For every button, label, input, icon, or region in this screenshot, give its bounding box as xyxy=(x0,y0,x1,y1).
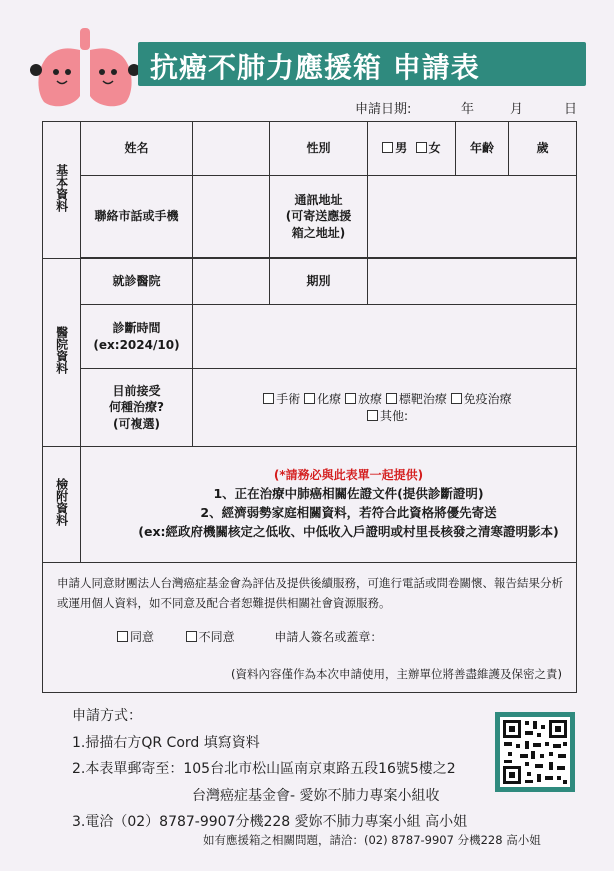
treatment-checkbox-immuno[interactable] xyxy=(451,393,462,404)
attachment-1: 1、正在治療中肺癌相關佐證文件(提供診斷證明) xyxy=(213,485,484,501)
consent-block xyxy=(43,563,577,693)
attachment-3: (ex:經政府機關核定之低收、中低收入戶證明或村里長核發之清寒證明影本) xyxy=(138,524,559,540)
gender-options xyxy=(368,122,456,176)
treatment-checkbox-surgery[interactable] xyxy=(263,393,274,404)
female-label: 女 xyxy=(428,141,441,156)
address-field[interactable] xyxy=(368,176,577,258)
date-year: 年 xyxy=(461,102,475,117)
apply-method-1: 1.掃描右方QR Cord 填寫資料 xyxy=(72,734,260,751)
consent-text: 申請人同意財團法人台灣癌症基金會為評估及提供後續服務，可進行電話或問卷關懷、報告結果分析或運用個人資料，如不同意及配合者恕難提供相關社會資源服務。 xyxy=(57,576,563,610)
apply-method-2-recipient: 台灣癌症基金會- 愛妳不肺力專案小組收 xyxy=(192,787,440,804)
hospital-label: 就診醫院 xyxy=(81,259,193,305)
name-label: 姓名 xyxy=(81,122,193,176)
left-lung xyxy=(38,48,80,106)
phone-field[interactable] xyxy=(193,176,270,258)
disagree-checkbox[interactable] xyxy=(186,631,197,642)
date-day: 日 xyxy=(564,102,578,117)
apply-method-2: 2.本表單郵寄至：105台北市松山區南京東路五段16號5樓之2 xyxy=(72,761,456,778)
signature-label: 申請人簽名或蓋章： xyxy=(274,630,383,645)
date-label: 申請日期: xyxy=(355,102,412,117)
section-basic: 基本資料 xyxy=(43,122,81,259)
treatment-radio: 放療 xyxy=(357,392,382,407)
age-label: 年齡 xyxy=(456,122,509,176)
name-field[interactable] xyxy=(193,122,270,176)
treatment-chemo: 化療 xyxy=(317,392,342,407)
section-attach: 檢附資料 xyxy=(43,447,81,563)
apply-method-3: 3.電洽（02）8787-9907分機228 愛妳不肺力專案小組 高小姐 xyxy=(72,814,468,831)
form-title: 抗癌不肺力應援箱 申請表 xyxy=(150,51,480,84)
apply-heading: 申請方式： xyxy=(72,708,142,724)
treatment-targeted: 標靶治療 xyxy=(398,392,447,407)
application-form xyxy=(42,121,577,693)
qr-code[interactable] xyxy=(500,717,570,787)
treatment-other: 其他: xyxy=(379,408,409,423)
stage-label: 期別 xyxy=(270,259,368,305)
stage-field[interactable] xyxy=(368,259,577,305)
attachment-note: (*請務必與此表單一起提供) xyxy=(273,468,424,483)
trachea xyxy=(80,28,90,50)
attachment-2: 2、經濟弱勢家庭相關資料，若符合此資格將優先寄送 xyxy=(200,504,497,520)
disagree-label: 不同意 xyxy=(198,630,235,645)
treatment-options xyxy=(193,369,577,447)
phone-label: 聯絡市話或手機 xyxy=(81,176,193,258)
treatment-checkbox-other[interactable] xyxy=(367,410,378,421)
treatment-surgery: 手術 xyxy=(276,392,301,407)
date-month: 月 xyxy=(510,102,524,117)
hospital-field[interactable] xyxy=(193,259,270,305)
address-label: 通訊地址 (可寄送應援 箱之地址) xyxy=(270,176,368,258)
lung-mascot-logo xyxy=(30,26,140,108)
diagnosis-label: 診斷時間 (ex:2024/10) xyxy=(81,305,193,369)
age-unit[interactable]: 歲 xyxy=(509,122,577,176)
apply-methods xyxy=(72,703,467,836)
section-hospital: 醫院資料 xyxy=(43,259,81,447)
male-checkbox[interactable] xyxy=(382,142,393,153)
gender-label: 性別 xyxy=(270,122,368,176)
agree-checkbox[interactable] xyxy=(117,631,128,642)
treatment-checkbox-radio[interactable] xyxy=(345,393,356,404)
treatment-immuno: 免疫治療 xyxy=(463,392,512,407)
privacy-note: (資料內容僅作為本次申請使用，主辦單位將善盡維護及保密之責) xyxy=(231,667,562,682)
male-label: 男 xyxy=(395,141,408,156)
treatment-label: 目前接受 何種治療? (可複選) xyxy=(81,369,193,447)
agree-label: 同意 xyxy=(130,630,155,645)
right-lung xyxy=(90,48,132,106)
treatment-checkbox-chemo[interactable] xyxy=(304,393,315,404)
footer-contact: 如有應援箱之相關問題，請洽：(02) 8787-9907 分機228 高小姐 xyxy=(203,833,541,847)
diagnosis-field[interactable] xyxy=(193,305,577,369)
treatment-checkbox-targeted[interactable] xyxy=(386,393,397,404)
left-fist xyxy=(30,64,42,76)
attachment-list xyxy=(81,447,577,563)
female-checkbox[interactable] xyxy=(416,142,427,153)
